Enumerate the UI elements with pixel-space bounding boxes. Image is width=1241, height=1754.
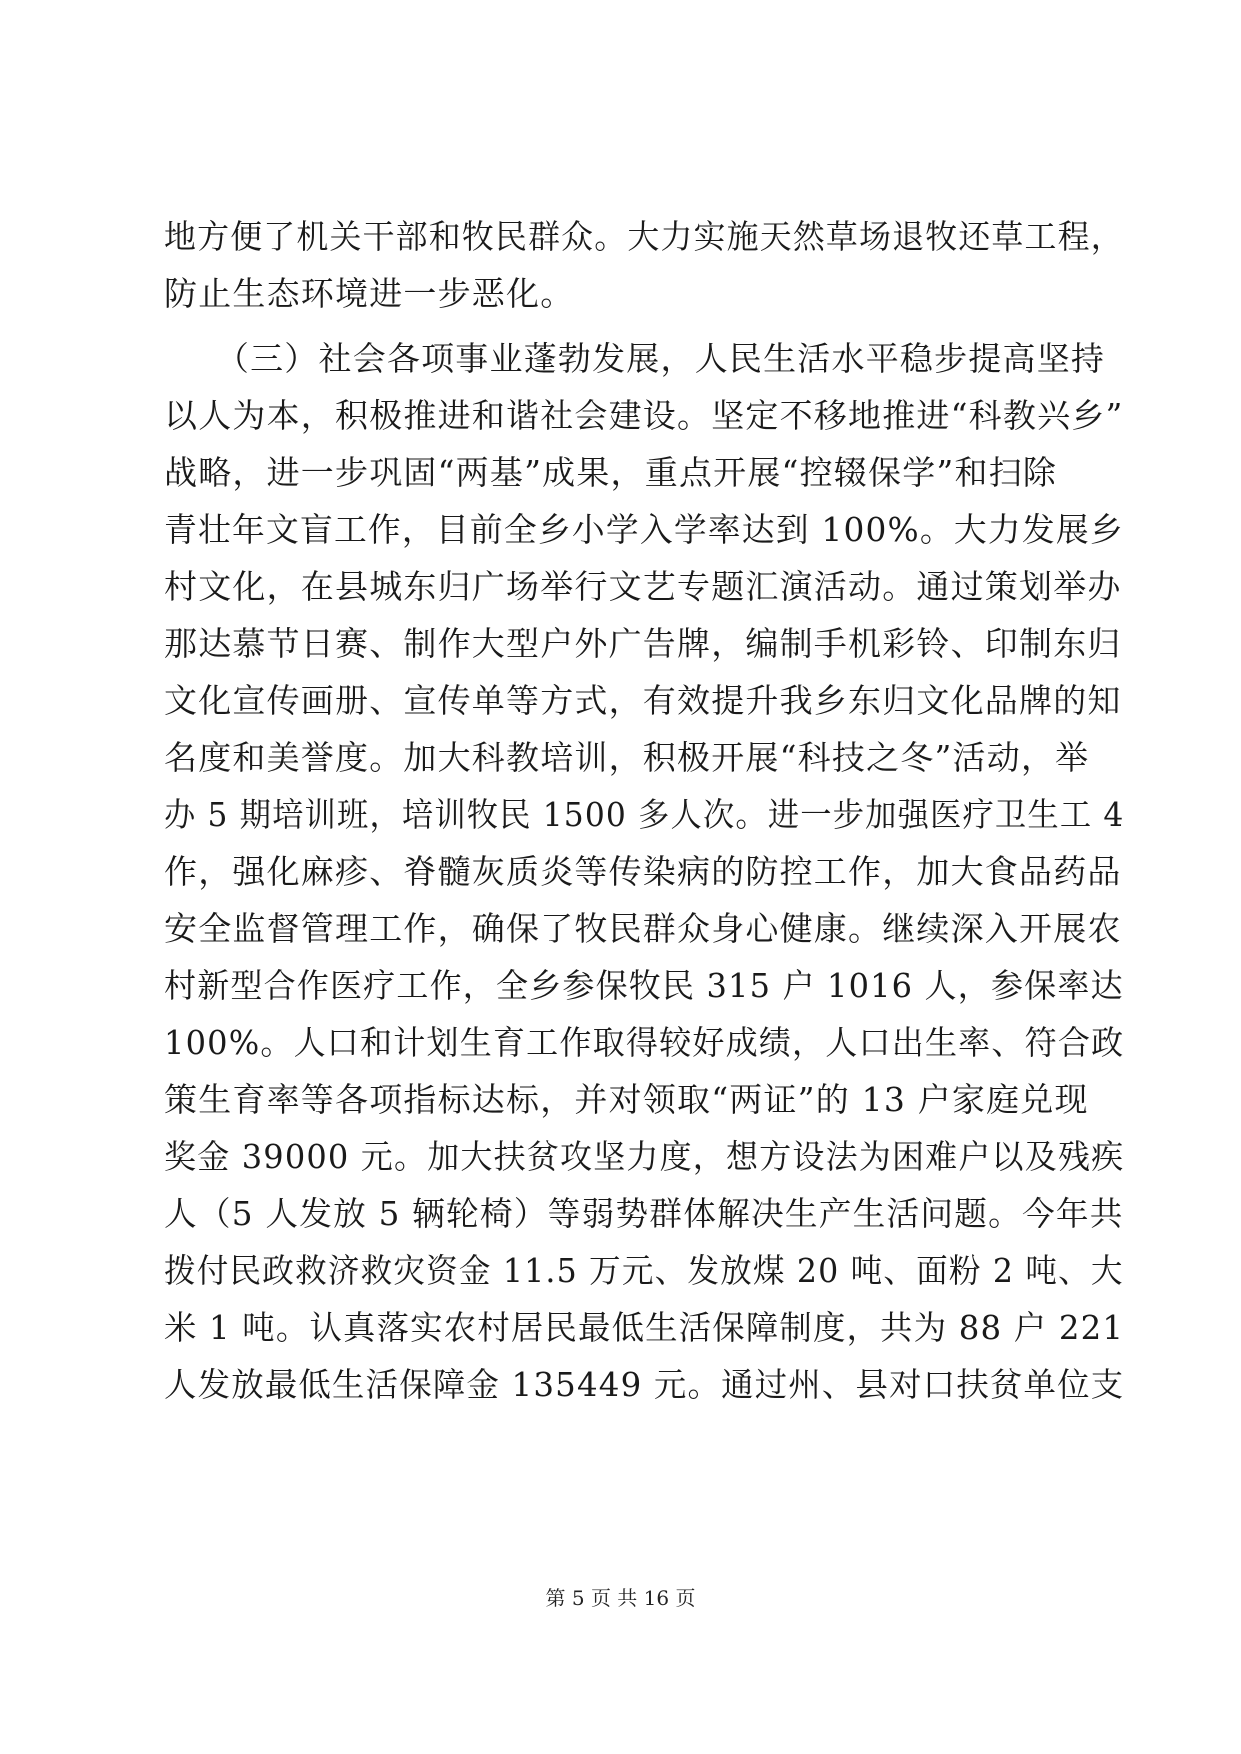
text-line: 办 5 期培训班，培训牧民 1500 多人次。进一步加强医疗卫生工 4 xyxy=(164,795,1125,834)
text-line: 米 1 吨。认真落实农村居民最低生活保障制度，共为 88 户 221 xyxy=(164,1308,1125,1347)
page-number-footer: 第 5 页 共 16 页 xyxy=(545,1586,696,1610)
text-line: 策生育率等各项指标达标，并对领取“两证”的 13 户家庭兑现 xyxy=(164,1080,1089,1119)
text-line: 作，强化麻疹、脊髓灰质炎等传染病的防控工作，加大食品药品 xyxy=(164,852,1122,891)
text-line: 那达慕节日赛、制作大型户外广告牌，编制手机彩铃、印制东归 xyxy=(164,624,1122,663)
text-line: （三）社会各项事业蓬勃发展，人民生活水平稳步提高坚持 xyxy=(164,339,1106,378)
text-line: 战略，进一步巩固“两基”成果，重点开展“控辍保学”和扫除 xyxy=(164,453,1058,492)
text-line: 防止生态环境进一步恶化。 xyxy=(164,274,575,313)
text-line: 人发放最低生活保障金 135449 元。通过州、县对口扶贫单位支 xyxy=(164,1365,1125,1404)
text-line: 奖金 39000 元。加大扶贫攻坚力度，想方设法为困难户以及残疾 xyxy=(164,1137,1125,1176)
text-line: 以人为本，积极推进和谐社会建设。坚定不移地推进“科教兴乡” xyxy=(164,396,1124,435)
text-line: 安全监督管理工作，确保了牧民群众身心健康。继续深入开展农 xyxy=(164,909,1122,948)
text-line: 名度和美誉度。加大科教培训，积极开展“科技之冬”活动，举 xyxy=(164,738,1090,777)
text-line: 地方便了机关干部和牧民群众。大力实施天然草场退牧还草工程， xyxy=(164,217,1124,256)
text-line: 100%。人口和计划生育工作取得较好成绩，人口出生率、符合政 xyxy=(164,1023,1125,1062)
text-line: 人（5 人发放 5 辆轮椅）等弱势群体解决生产生活问题。今年共 xyxy=(164,1194,1124,1233)
text-line: 村新型合作医疗工作，全乡参保牧民 315 户 1016 人，参保率达 xyxy=(164,966,1124,1005)
text-line: 拨付民政救济救灾资金 11.5 万元、发放煤 20 吨、面粉 2 吨、大 xyxy=(164,1251,1124,1290)
text-line: 文化宣传画册、宣传单等方式，有效提升我乡东归文化品牌的知 xyxy=(164,681,1122,720)
text-line: 村文化，在县城东归广场举行文艺专题汇演活动。通过策划举办 xyxy=(164,567,1122,606)
text-line: 青壮年文盲工作，目前全乡小学入学率达到 100%。大力发展乡 xyxy=(164,510,1124,549)
